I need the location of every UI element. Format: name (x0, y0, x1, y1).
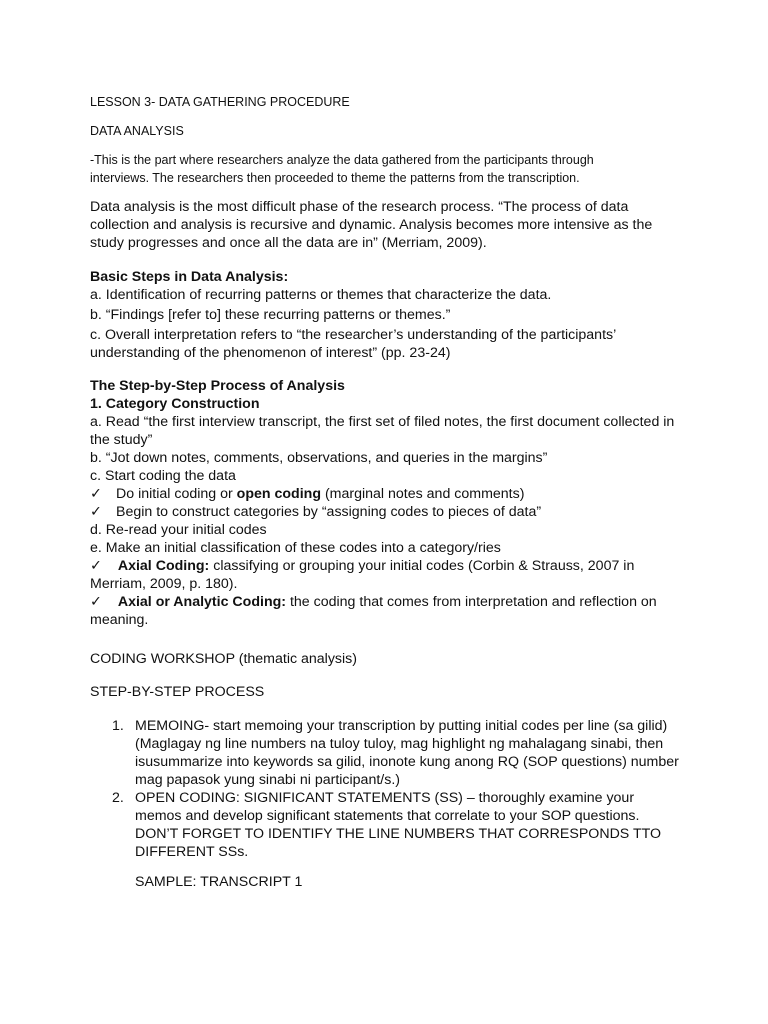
checkmark-icon: ✓ (90, 594, 102, 610)
workshop-title: CODING WORKSHOP (thematic analysis) (90, 651, 357, 667)
process-item-a: a. Read “the first interview transcript, the first set of filed notes, the first document collected in the study” (90, 414, 675, 448)
check3-bold: Axial Coding: (117, 558, 210, 574)
check-item-axial-coding (90, 557, 678, 593)
process-item-b: b. “Jot down notes, comments, observations, and queries in the margins” (90, 450, 548, 466)
check2-text: Begin to construct categories by “assigning codes to pieces of data” (116, 504, 542, 520)
lesson-title: LESSON 3- DATA GATHERING PROCEDURE (90, 95, 350, 109)
check1-bold: open coding (236, 486, 321, 502)
basic-step-c: c. Overall interpretation refers to “the researcher’s understanding of the participants’ understanding of the phenomenon of interest” (pp. 23-24) (90, 327, 616, 361)
section-title: DATA ANALYSIS (90, 124, 184, 138)
process-item-c: c. Start coding the data (90, 468, 236, 484)
check4-post: the coding that comes from interpretation and reflection on meaning. (90, 594, 657, 628)
list-item (90, 717, 680, 789)
check1-pre: Do initial coding or (116, 486, 237, 502)
definition-paragraph: Data analysis is the most difficult phase of the research process. “The process of data collection and analysis is recursive and dynamic. Analysis becomes more intensive as the study progresses and once all the data are in” (Merriam, 2009). (90, 199, 653, 251)
process-item-e: e. Make an initial classification of these codes into a category/ries (90, 540, 501, 556)
basic-step-a: a. Identification of recurring patterns or themes that characterize the data. (90, 287, 552, 303)
checkmark-icon: ✓ (90, 504, 102, 520)
process-item-d: d. Re-read your initial codes (90, 522, 267, 538)
sample-label: SAMPLE: TRANSCRIPT 1 (135, 874, 303, 890)
basic-steps-section (90, 268, 678, 362)
checkmark-icon: ✓ (90, 558, 102, 574)
basic-steps-heading: Basic Steps in Data Analysis: (90, 269, 289, 285)
check3-post: classifying or grouping your initial codes (Corbin & Strauss, 2007 in Merriam, 2009, p. 180). (90, 558, 635, 592)
check-item-analytic-coding (90, 593, 678, 629)
steps-list (90, 717, 680, 861)
step-text: MEMOING- start memoing your transcription by putting initial codes per line (sa gilid) (Maglagay ng line numbers na tuloy tuloy, mag highlight ng mahalagang sinabi, then isusummarize into keywords sa gilid, inonote kung anong RQ (SOP questions) number mag papasok yung sinabi ni participant/s.) (135, 718, 679, 788)
check-item-categories (90, 503, 678, 521)
check1-post: (marginal notes and comments) (321, 486, 525, 502)
step-number: 1. (112, 718, 124, 734)
intro-paragraph: -This is the part where researchers analyze the data gathered from the participants through interviews. The researchers then proceeded to theme the patterns from the transcription. (90, 153, 594, 185)
process-heading: The Step-by-Step Process of Analysis (90, 378, 345, 394)
category-construction-heading: 1. Category Construction (90, 396, 260, 412)
process-section (90, 377, 678, 629)
step-text: OPEN CODING: SIGNIFICANT STATEMENTS (SS) – thoroughly examine your memos and develop significant statements that correlate to your SOP questions. DON’T FORGET TO IDENTIFY THE LINE NUMBERS THAT CORRESPONDS TTO DIFFERENT SSs. (135, 790, 662, 860)
step-number: 2. (112, 790, 124, 806)
check4-bold: Axial or Analytic Coding: (117, 594, 287, 610)
list-item (90, 789, 680, 861)
check-item-open-coding (90, 485, 678, 503)
stepbystep-title: STEP-BY-STEP PROCESS (90, 684, 265, 700)
checkmark-icon: ✓ (90, 486, 102, 502)
basic-step-b: b. “Findings [refer to] these recurring patterns or themes.” (90, 307, 451, 323)
